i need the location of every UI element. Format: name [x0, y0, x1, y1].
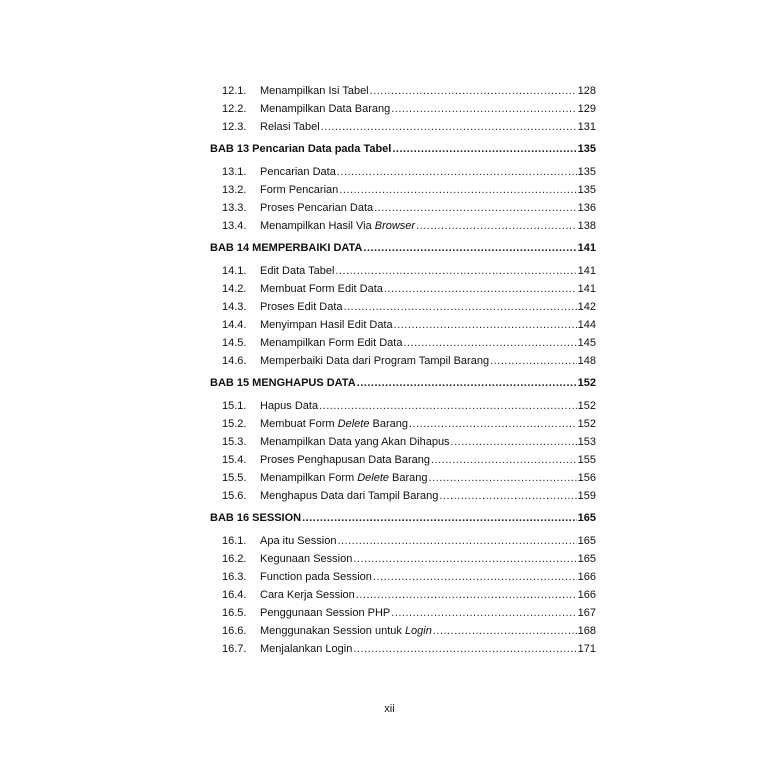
- section-number: 15.6.: [222, 490, 247, 502]
- toc-section-entry: [210, 487, 596, 505]
- section-title-text: Proses Edit Data: [260, 301, 343, 313]
- section-title: [260, 199, 373, 217]
- section-number: 13.2.: [222, 184, 247, 196]
- section-title: [260, 217, 415, 235]
- page-ref: 166: [577, 589, 596, 601]
- section-number: 15.3.: [222, 436, 247, 448]
- page-ref: 156: [577, 472, 596, 484]
- page-ref: 152: [577, 400, 596, 412]
- section-title-text: Pencarian Data: [260, 166, 336, 178]
- section-number: 16.3.: [222, 571, 247, 583]
- page-ref: 131: [577, 121, 596, 133]
- section-title-text: Menampilkan Isi Tabel: [260, 85, 369, 97]
- section-title: [260, 550, 352, 568]
- toc-section-entry: [210, 163, 596, 181]
- page-ref: 171: [577, 643, 596, 655]
- section-title-text: Menampilkan Form Edit Data: [260, 337, 403, 349]
- section-title-text: Menjalankan Login: [260, 643, 353, 655]
- page-ref: 155: [577, 454, 596, 466]
- page-ref: 152: [577, 377, 596, 389]
- page-ref: 142: [577, 301, 596, 313]
- dot-leader: [439, 487, 576, 505]
- section-title: [260, 586, 355, 604]
- section-title: [260, 262, 334, 280]
- section-title-text: Memperbaiki Data dari Program Tampil Barang: [260, 355, 490, 367]
- toc-section-entry: [210, 262, 596, 280]
- section-title: [260, 640, 352, 658]
- section-title-emphasis: Browser: [374, 220, 416, 232]
- toc-section-entry: [210, 433, 596, 451]
- toc-section-entry: [210, 415, 596, 433]
- page-ref: 165: [577, 535, 596, 547]
- section-title: [260, 568, 372, 586]
- page-ref: 141: [577, 265, 596, 277]
- toc-section-entry: [210, 397, 596, 415]
- section-number: 14.4.: [222, 319, 247, 331]
- toc-section-entry: [210, 298, 596, 316]
- dot-leader: [357, 374, 577, 392]
- section-number: 16.6.: [222, 625, 247, 637]
- chapter-title: BAB 14 MEMPERBAIKI DATA: [210, 242, 363, 254]
- section-title-text: Menghapus Data dari Tampil Barang: [260, 490, 439, 502]
- section-title-text: Penggunaan Session PHP: [260, 607, 391, 619]
- section-title: [260, 604, 390, 622]
- section-title: [260, 469, 428, 487]
- section-title-text: Menampilkan Form: [260, 472, 358, 484]
- page-ref: 148: [577, 355, 596, 367]
- section-title: [260, 118, 320, 136]
- section-title-suffix: Barang: [389, 472, 428, 484]
- section-title-text: Membuat Form Edit Data: [260, 283, 383, 295]
- dot-leader: [337, 532, 576, 550]
- page-ref: 165: [577, 553, 596, 565]
- section-number: 13.4.: [222, 220, 247, 232]
- chapter-title: BAB 13 Pencarian Data pada Tabel: [210, 143, 392, 155]
- section-number: 16.1.: [222, 535, 247, 547]
- dot-leader: [429, 469, 577, 487]
- dot-leader: [337, 163, 577, 181]
- section-title-text: Menyimpan Hasil Edit Data: [260, 319, 393, 331]
- section-title-text: Membuat Form: [260, 418, 338, 430]
- dot-leader: [319, 397, 577, 415]
- toc-section-entry: [210, 604, 596, 622]
- section-number: 14.6.: [222, 355, 247, 367]
- toc-chapter-entry: [210, 374, 596, 392]
- dot-leader: [321, 118, 577, 136]
- page-ref: 141: [577, 283, 596, 295]
- table-of-contents: [210, 82, 596, 658]
- section-title-text: Proses Penghapusan Data Barang: [260, 454, 431, 466]
- section-number: 12.2.: [222, 103, 247, 115]
- section-title: [260, 433, 450, 451]
- toc-section-entry: [210, 316, 596, 334]
- dot-leader: [433, 622, 577, 640]
- section-title: [260, 280, 383, 298]
- section-title: [260, 298, 343, 316]
- page-ref: 141: [577, 242, 596, 254]
- section-title-text: Edit Data Tabel: [260, 265, 335, 277]
- dot-leader: [353, 640, 576, 658]
- section-number: 14.3.: [222, 301, 247, 313]
- section-title: [260, 82, 369, 100]
- section-title-text: Relasi Tabel: [260, 121, 320, 133]
- page-ref: 166: [577, 571, 596, 583]
- dot-leader: [416, 217, 577, 235]
- toc-section-entry: [210, 280, 596, 298]
- toc-section-entry: [210, 100, 596, 118]
- page-ref: 145: [577, 337, 596, 349]
- page-ref: 168: [577, 625, 596, 637]
- toc-section-entry: [210, 334, 596, 352]
- section-number: 12.1.: [222, 85, 247, 97]
- dot-leader: [391, 604, 576, 622]
- section-title-text: Menampilkan Data yang Akan Dihapus: [260, 436, 450, 448]
- toc-section-entry: [210, 469, 596, 487]
- dot-leader: [403, 334, 576, 352]
- page-ref: 153: [577, 436, 596, 448]
- dot-leader: [302, 509, 577, 527]
- dot-leader: [370, 82, 577, 100]
- page-ref: 159: [577, 490, 596, 502]
- toc-section-entry: [210, 199, 596, 217]
- toc-chapter-entry: [210, 140, 596, 158]
- section-title-text: Form Pencarian: [260, 184, 339, 196]
- section-title: [260, 334, 402, 352]
- page-ref: 135: [577, 184, 596, 196]
- dot-leader: [344, 298, 577, 316]
- section-number: 16.7.: [222, 643, 247, 655]
- section-title: [260, 181, 338, 199]
- section-title: [260, 316, 393, 334]
- dot-leader: [339, 181, 576, 199]
- dot-leader: [384, 280, 577, 298]
- section-number: 16.4.: [222, 589, 247, 601]
- section-number: 15.2.: [222, 418, 247, 430]
- dot-leader: [431, 451, 577, 469]
- section-number: 14.1.: [222, 265, 247, 277]
- section-title: [260, 397, 318, 415]
- toc-section-entry: [210, 586, 596, 604]
- page-ref: 128: [577, 85, 596, 97]
- section-title-text: Hapus Data: [260, 400, 319, 412]
- section-number: 14.5.: [222, 337, 247, 349]
- page-ref: 152: [577, 418, 596, 430]
- chapter-title: BAB 16 SESSION: [210, 512, 302, 524]
- page-ref: 167: [577, 607, 596, 619]
- section-number: 15.4.: [222, 454, 247, 466]
- dot-leader: [373, 568, 577, 586]
- section-number: 14.2.: [222, 283, 247, 295]
- toc-chapter-entry: [210, 509, 596, 527]
- section-number: 13.3.: [222, 202, 247, 214]
- dot-leader: [392, 140, 576, 158]
- section-title: [260, 532, 336, 550]
- section-title-text: Function pada Session: [260, 571, 372, 583]
- page-ref: 165: [577, 512, 596, 524]
- dot-leader: [353, 550, 576, 568]
- section-number: 15.1.: [222, 400, 247, 412]
- section-number: 15.5.: [222, 472, 247, 484]
- toc-section-entry: [210, 118, 596, 136]
- page-ref: 138: [577, 220, 596, 232]
- dot-leader: [451, 433, 577, 451]
- section-number: 12.3.: [222, 121, 247, 133]
- page-ref: 135: [577, 143, 596, 155]
- section-title: [260, 622, 432, 640]
- chapter-title: BAB 15 MENGHAPUS DATA: [210, 377, 356, 389]
- section-title: [260, 163, 336, 181]
- toc-section-entry: [210, 568, 596, 586]
- toc-section-entry: [210, 622, 596, 640]
- section-number: 13.1.: [222, 166, 247, 178]
- section-title-suffix: Barang: [369, 418, 408, 430]
- dot-leader: [409, 415, 577, 433]
- section-title: [260, 100, 390, 118]
- dot-leader: [363, 239, 576, 257]
- toc-section-entry: [210, 532, 596, 550]
- page-ref: 129: [577, 103, 596, 115]
- section-title-text: Kegunaan Session: [260, 553, 353, 565]
- toc-section-entry: [210, 181, 596, 199]
- section-number: 16.5.: [222, 607, 247, 619]
- section-title-text: Menampilkan Hasil Via: [260, 220, 375, 232]
- page-ref: 144: [577, 319, 596, 331]
- page-ref: 135: [577, 166, 596, 178]
- page-ref: 136: [577, 202, 596, 214]
- section-title-text: Menggunakan Session untuk: [260, 625, 405, 637]
- toc-section-entry: [210, 352, 596, 370]
- toc-chapter-entry: [210, 239, 596, 257]
- section-title-emphasis: Delete: [357, 472, 389, 484]
- section-title: [260, 487, 438, 505]
- toc-section-entry: [210, 451, 596, 469]
- section-title-text: Apa itu Session: [260, 535, 337, 547]
- dot-leader: [356, 586, 577, 604]
- dot-leader: [335, 262, 576, 280]
- page-number: xii: [384, 703, 395, 715]
- toc-section-entry: [210, 550, 596, 568]
- section-title-text: Cara Kerja Session: [260, 589, 355, 601]
- section-title: [260, 451, 430, 469]
- section-title-emphasis: Delete: [337, 418, 370, 430]
- section-title: [260, 415, 408, 433]
- section-title-emphasis: Login: [404, 625, 432, 637]
- dot-leader: [374, 199, 577, 217]
- toc-section-entry: [210, 217, 596, 235]
- section-number: 16.2.: [222, 553, 247, 565]
- toc-section-entry: [210, 640, 596, 658]
- section-title-text: Proses Pencarian Data: [260, 202, 374, 214]
- section-title: [260, 352, 489, 370]
- dot-leader: [490, 352, 577, 370]
- dot-leader: [391, 100, 576, 118]
- section-title-text: Menampilkan Data Barang: [260, 103, 391, 115]
- dot-leader: [394, 316, 577, 334]
- toc-section-entry: [210, 82, 596, 100]
